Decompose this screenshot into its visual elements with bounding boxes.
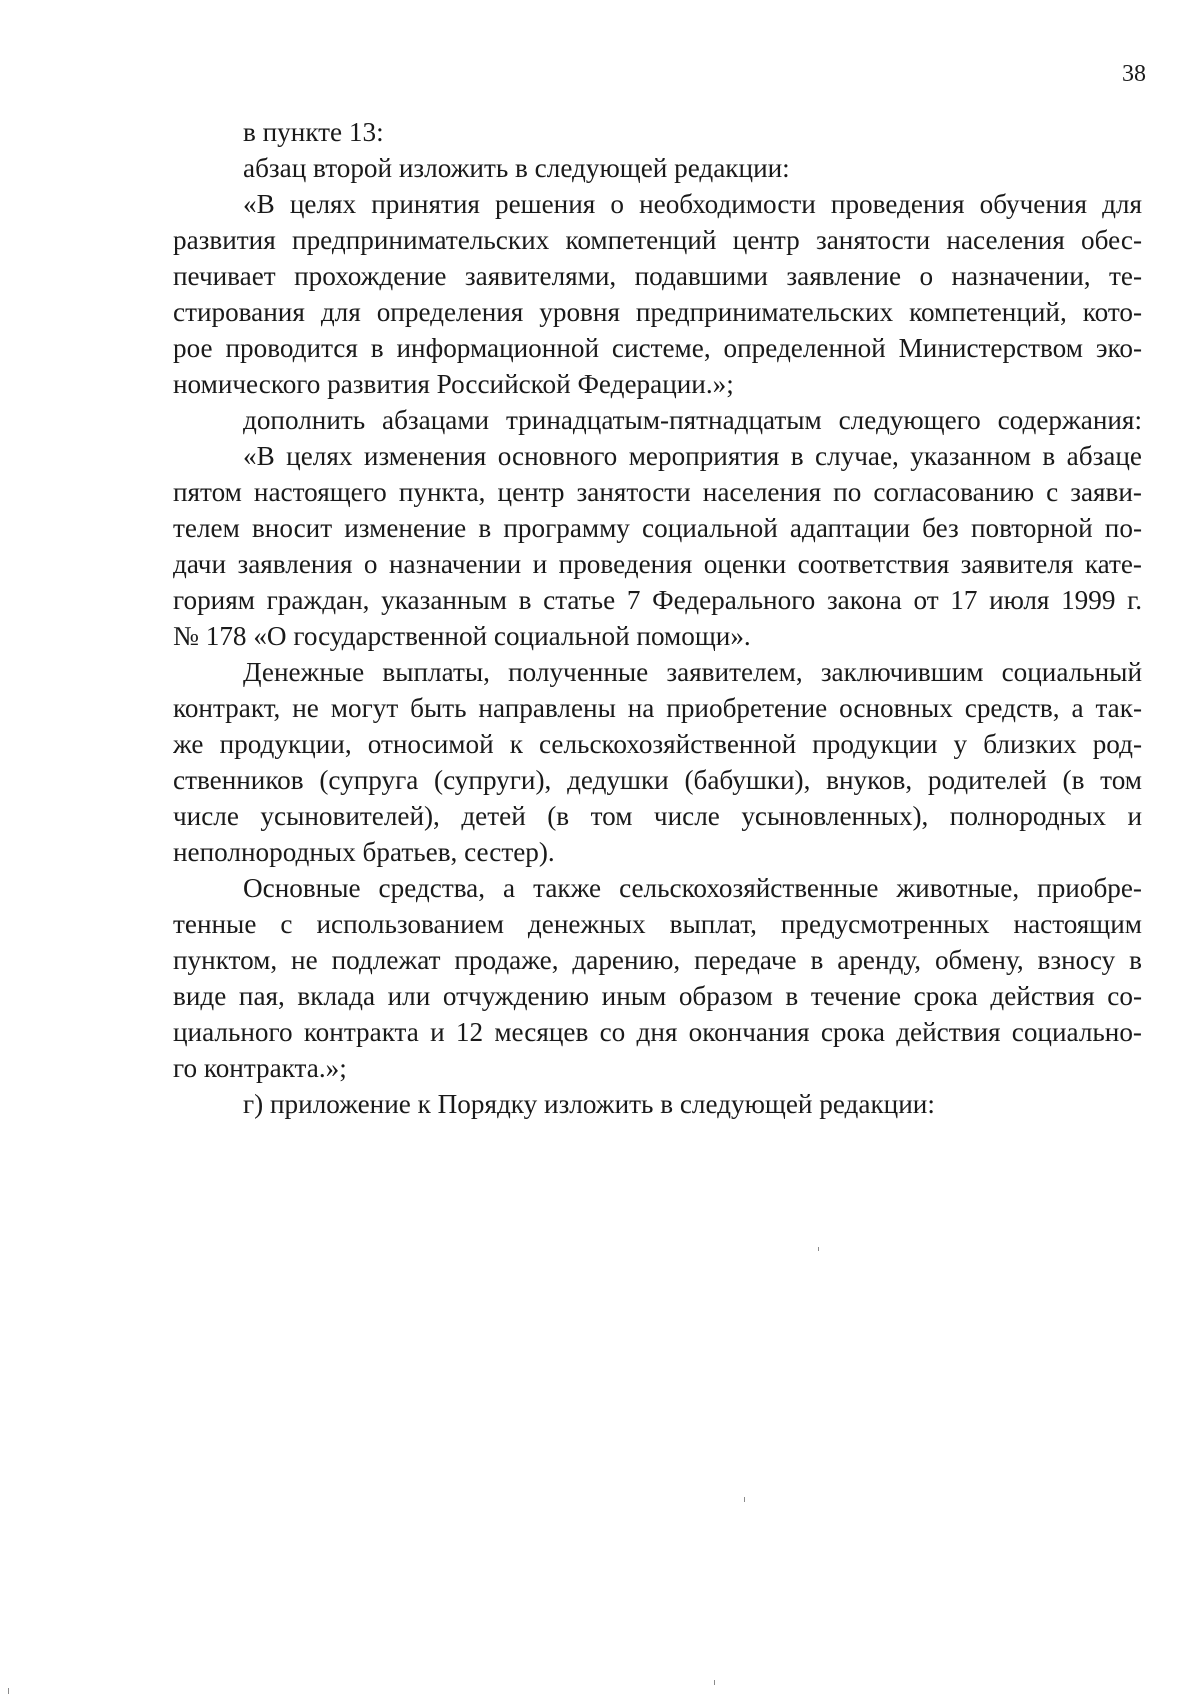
text-line: ственников (супруга (супруги), дедушки (бабушки), внуков, родителей (в том — [173, 765, 1142, 795]
text-line: тенные с использованием денежных выплат, предусмотренных настоящим — [173, 909, 1142, 939]
scan-speck — [8, 1688, 9, 1694]
text-line: дополнить абзацами тринадцатым-пятнадцатым следующего содержания: — [243, 405, 1142, 435]
text-line: дачи заявления о назначении и проведения оценки соответствия заявителя кате- — [173, 549, 1142, 579]
text-line: Денежные выплаты, полученные заявителем, заключившим социальный — [243, 657, 1142, 687]
text-line: гориям граждан, указанным в статье 7 Федерального закона от 17 июля 1999 г. — [173, 585, 1142, 615]
scan-speck — [744, 1497, 745, 1502]
text-line: номического развития Российской Федерации.»; — [173, 369, 734, 399]
text-line: № 178 «О государственной социальной помощи». — [173, 621, 751, 651]
text-line: пятом настоящего пункта, центр занятости населения по согласованию с заяви- — [173, 477, 1142, 507]
text-line: числе усыновителей), детей (в том числе усыновленных), полнородных и — [173, 801, 1142, 831]
text-line: стирования для определения уровня предпринимательских компетенций, кото- — [173, 297, 1142, 327]
text-line: Основные средства, а также сельскохозяйственные животные, приобре- — [243, 873, 1142, 903]
text-line: печивает прохождение заявителями, подавшими заявление о назначении, те- — [173, 261, 1142, 291]
text-line: г) приложение к Порядку изложить в следующей редакции: — [243, 1089, 935, 1119]
text-line: контракт, не могут быть направлены на приобретение основных средств, а так- — [173, 693, 1142, 723]
text-line: «В целях принятия решения о необходимости проведения обучения для — [243, 189, 1142, 219]
text-line: «В целях изменения основного мероприятия в случае, указанном в абзаце — [243, 441, 1142, 471]
text-line: телем вносит изменение в программу социальной адаптации без повторной по- — [173, 513, 1142, 543]
text-line: в пункте 13: — [243, 117, 384, 147]
text-line: виде пая, вклада или отчуждению иным образом в течение срока действия со- — [173, 981, 1142, 1011]
page-number: 38 — [1122, 61, 1146, 87]
scan-speck — [818, 1247, 819, 1251]
scan-speck — [714, 1680, 715, 1685]
text-line: пунктом, не подлежат продаже, дарению, передаче в аренду, обмену, взносу в — [173, 945, 1142, 975]
text-line: циального контракта и 12 месяцев со дня окончания срока действия социально- — [173, 1017, 1142, 1047]
text-line: неполнородных братьев, сестер). — [173, 837, 555, 867]
text-line: абзац второй изложить в следующей редакции: — [243, 153, 790, 183]
text-line: рое проводится в информационной системе, определенной Министерством эко- — [173, 333, 1142, 363]
text-line: развития предпринимательских компетенций центр занятости населения обес- — [173, 225, 1142, 255]
text-line: го контракта.»; — [173, 1053, 347, 1083]
text-line: же продукции, относимой к сельскохозяйственной продукции у близких род- — [173, 729, 1142, 759]
